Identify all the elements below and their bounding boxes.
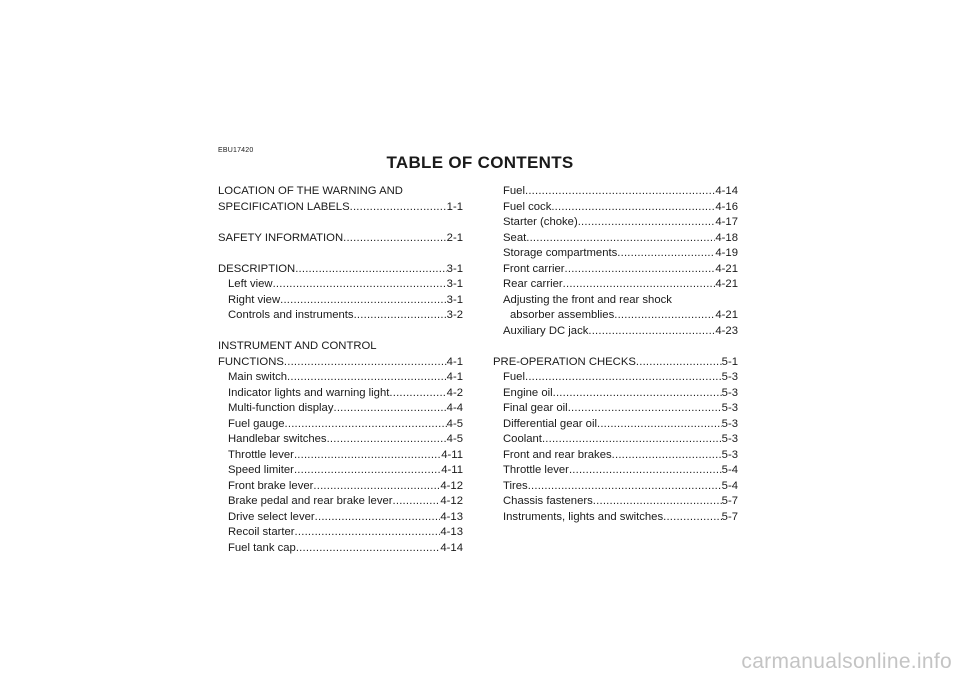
page-title: TABLE OF CONTENTS xyxy=(386,153,574,172)
toc-subentry[interactable]: Recoil starter ..... 4-13 xyxy=(218,525,463,541)
toc-subentry[interactable]: Indicator lights and warning light ..... 4-2 xyxy=(218,386,463,402)
toc-subentry[interactable]: Seat ..... 4-18 xyxy=(493,231,738,247)
toc-subentry-shock[interactable]: absorber assemblies ..... 4-21 xyxy=(493,308,738,324)
toc-subentry[interactable]: Left view ..... 3-1 xyxy=(218,277,463,293)
toc-subentry[interactable]: Auxiliary DC jack ..... 4-23 xyxy=(493,324,738,340)
toc-entry-instrument-line1: INSTRUMENT AND CONTROL xyxy=(218,340,377,352)
toc-subentry[interactable]: Fuel ..... 5-3 xyxy=(493,370,738,386)
toc-subentry[interactable]: Right view ..... 3-1 xyxy=(218,293,463,309)
toc-subentry[interactable]: Chassis fasteners ..... 5-7 xyxy=(493,494,738,510)
toc-subentry[interactable]: Fuel ..... 4-14 xyxy=(493,184,738,200)
toc-entry-location[interactable]: SPECIFICATION LABELS ..... 1-1 xyxy=(218,200,463,216)
toc-subentry[interactable]: Rear carrier ..... 4-21 xyxy=(493,277,738,293)
toc-subentry[interactable]: Engine oil ..... 5-3 xyxy=(493,386,738,402)
toc-subentry[interactable]: Controls and instruments ..... 3-2 xyxy=(218,308,463,324)
toc-entry-safety[interactable]: SAFETY INFORMATION ..... 2-1 xyxy=(218,231,463,247)
toc-subentry[interactable]: Drive select lever ..... 4-13 xyxy=(218,510,463,526)
toc-subentry[interactable]: Handlebar switches ..... 4-5 xyxy=(218,432,463,448)
toc-subentry[interactable]: Throttle lever ..... 5-4 xyxy=(493,463,738,479)
toc-subentry[interactable]: Instruments, lights and switches ..... 5-7 xyxy=(493,510,738,526)
toc-subentry[interactable]: Tires ..... 5-4 xyxy=(493,479,738,495)
toc-subentry[interactable]: Throttle lever ..... 4-11 xyxy=(218,448,463,464)
toc-subentry-shock-line1: Adjusting the front and rear shock xyxy=(503,293,672,306)
toc-entry-description[interactable]: DESCRIPTION ..... 3-1 xyxy=(218,262,463,278)
toc-entry-instrument[interactable]: FUNCTIONS ..... 4-1 xyxy=(218,355,463,371)
toc-subentry[interactable]: Storage compartments ..... 4-19 xyxy=(493,246,738,262)
toc-subentry[interactable]: Fuel gauge ..... 4-5 xyxy=(218,417,463,433)
toc-left-column xyxy=(218,184,463,556)
toc-subentry[interactable]: Brake pedal and rear brake lever ..... 4-12 xyxy=(218,494,463,510)
toc-subentry[interactable]: Coolant ..... 5-3 xyxy=(493,432,738,448)
toc-subentry[interactable]: Fuel cock ..... 4-16 xyxy=(493,200,738,216)
toc-subentry[interactable]: Fuel tank cap ..... 4-14 xyxy=(218,541,463,557)
toc-subentry[interactable]: Starter (choke) ..... 4-17 xyxy=(493,215,738,231)
toc-entry-preoperation[interactable]: PRE-OPERATION CHECKS ..... 5-1 xyxy=(493,355,738,371)
toc-subentry[interactable]: Final gear oil ..... 5-3 xyxy=(493,401,738,417)
toc-right-column xyxy=(493,184,738,525)
toc-subentry[interactable]: Front and rear brakes ..... 5-3 xyxy=(493,448,738,464)
toc-subentry[interactable]: Front brake lever ..... 4-12 xyxy=(218,479,463,495)
toc-subentry[interactable]: Speed limiter ..... 4-11 xyxy=(218,463,463,479)
toc-subentry[interactable]: Main switch ..... 4-1 xyxy=(218,370,463,386)
toc-subentry[interactable]: Multi-function display ..... 4-4 xyxy=(218,401,463,417)
toc-subentry[interactable]: Differential gear oil ..... 5-3 xyxy=(493,417,738,433)
toc-subentry[interactable]: Front carrier ..... 4-21 xyxy=(493,262,738,278)
document-code: EBU17420 xyxy=(218,147,254,154)
toc-entry-location-line1: LOCATION OF THE WARNING AND xyxy=(218,185,403,197)
watermark: carmanualsonline.info xyxy=(741,650,952,673)
